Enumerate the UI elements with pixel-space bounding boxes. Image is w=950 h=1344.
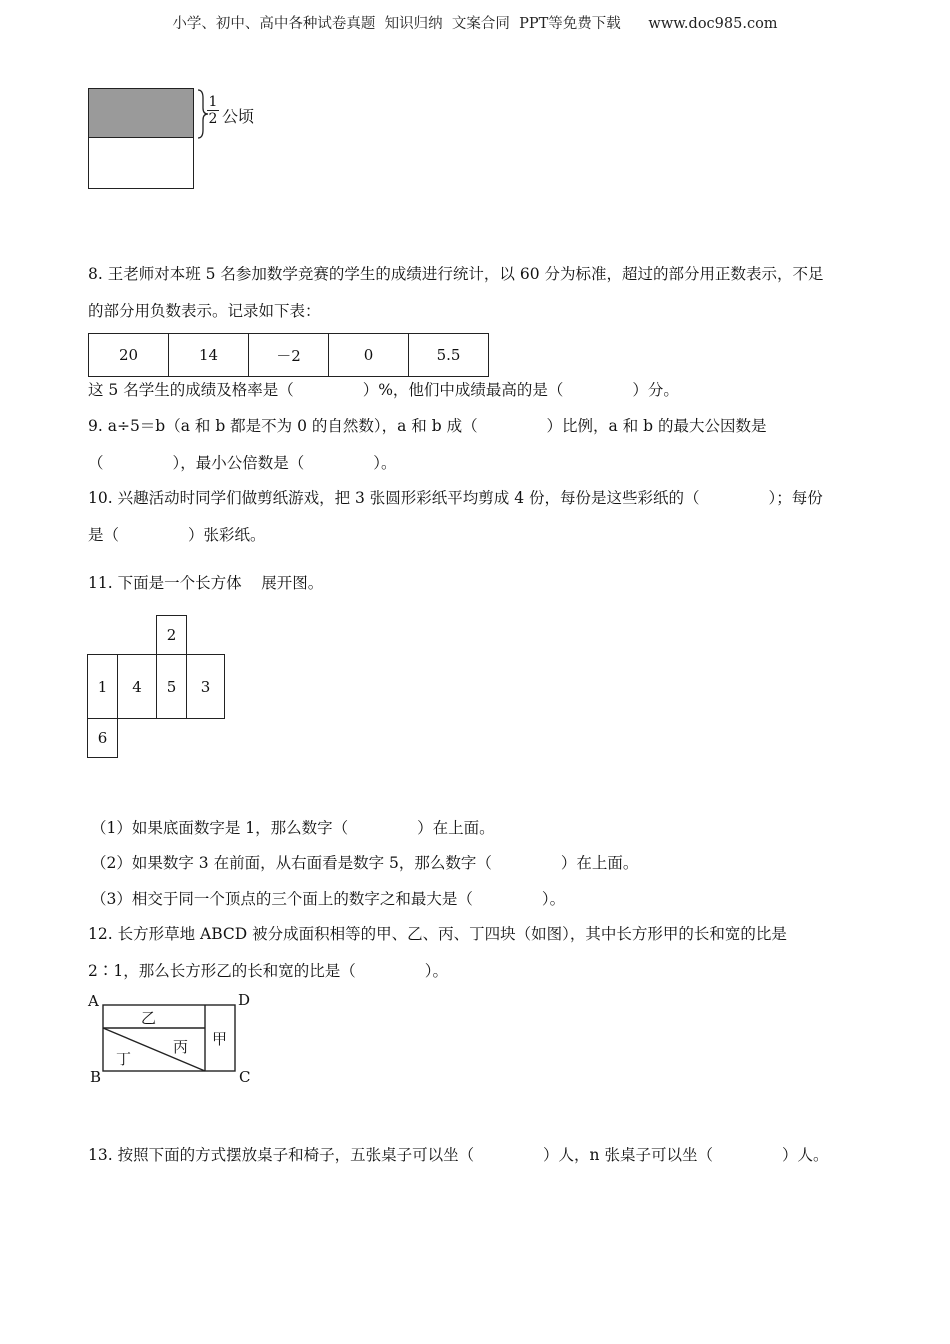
net-face: 6 xyxy=(87,718,118,758)
q8-line3: 这 5 名学生的成绩及格率是（ ）%，他们中成绩最高的是（ ）分。 xyxy=(88,381,679,399)
unit-label: 公顷 xyxy=(222,107,255,126)
q12-line2: 2∶1，那么长方形乙的长和宽的比是（ ）。 xyxy=(88,962,448,980)
q11-title: 11. 下面是一个长方体 展开图。 xyxy=(88,574,324,592)
label-B: B xyxy=(90,1068,102,1086)
abcd-figure xyxy=(86,990,256,1090)
region-jia: 甲 xyxy=(212,1030,228,1048)
net-face: 2 xyxy=(156,615,187,655)
cuboid-net xyxy=(87,615,227,760)
net-face: 5 xyxy=(156,654,187,719)
q11-sub1: （1）如果底面数字是 1，那么数字（ ）在上面。 xyxy=(91,819,495,837)
q12-line1: 12. 长方形草地 ABCD 被分成面积相等的甲、乙、丙、丁四块（如图），其中长方形甲的长和宽的比是 xyxy=(88,925,787,943)
q11-sub3: （3）相交于同一个顶点的三个面上的数字之和最大是（ ）。 xyxy=(91,890,566,908)
q8-line2: 的部分用负数表示。记录如下表： xyxy=(88,302,321,320)
half-hectare-figure xyxy=(88,88,268,192)
label-C: C xyxy=(239,1068,251,1086)
label-A: A xyxy=(88,992,99,1010)
abcd-diagram xyxy=(86,990,256,1090)
q10-line1: 10. 兴趣活动时同学们做剪纸游戏，把 3 张圆形彩纸平均剪成 4 份，每份是这些彩纸的（ ）；每份 xyxy=(88,489,823,507)
net-face: 1 xyxy=(87,654,118,719)
net-face: 3 xyxy=(186,654,225,719)
region-yi: 乙 xyxy=(141,1009,157,1027)
blank-half xyxy=(88,138,194,189)
q9-line1: 9. a÷5＝b（a 和 b 都是不为 0 的自然数），a 和 b 成（ ）比例，a 和 b 的最大公因数是 xyxy=(88,417,767,435)
q13-line1: 13. 按照下面的方式摆放桌子和椅子，五张桌子可以坐（ ）人，n 张桌子可以坐（ ）人。 xyxy=(88,1146,829,1164)
label-D: D xyxy=(238,991,251,1009)
fraction-numerator: 1 xyxy=(208,94,218,110)
table-cell: －2 xyxy=(249,334,329,377)
region-bing: 丙 xyxy=(173,1038,189,1056)
q10-line2: 是（ ）张彩纸。 xyxy=(88,526,266,544)
table-cell: 14 xyxy=(169,334,249,377)
page-header: 小学、初中、高中各种试卷真题 知识归纳 文案合同 PPT等免费下载 www.doc985.com xyxy=(172,16,778,32)
fraction xyxy=(206,94,220,127)
q9-line2: （ ），最小公倍数是（ ）。 xyxy=(88,454,397,472)
net-face: 4 xyxy=(117,654,157,719)
table-cell: 20 xyxy=(89,334,169,377)
region-ding: 丁 xyxy=(116,1050,132,1068)
score-table xyxy=(88,333,489,377)
q8-line1: 8. 王老师对本班 5 名参加数学竞赛的学生的成绩进行统计，以 60 分为标准，超过的部分用正数表示，不足 xyxy=(88,265,824,283)
shaded-half xyxy=(88,88,194,138)
q11-sub2: （2）如果数字 3 在前面，从右面看是数字 5，那么数字（ ）在上面。 xyxy=(91,854,639,872)
table-cell: 5.5 xyxy=(409,334,489,377)
table-row xyxy=(89,334,489,377)
table-cell: 0 xyxy=(329,334,409,377)
fraction-denominator: 2 xyxy=(208,111,218,127)
